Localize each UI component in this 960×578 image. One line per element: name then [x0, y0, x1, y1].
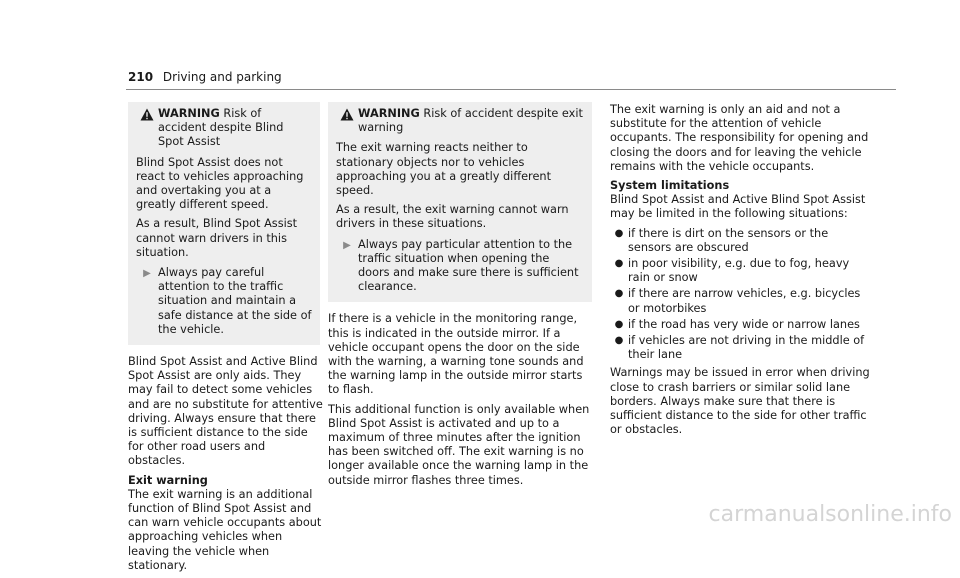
page-number: 210: [128, 70, 154, 84]
warning-title: [136, 107, 312, 150]
watermark: carmanualsonline.info: [708, 502, 952, 527]
body-paragraph: Blind Spot Assist and Active Blind Spot Assist may be limited in the following situations:: [610, 193, 866, 221]
warning-paragraph: As a result, the exit warning cannot warn drivers in these situations.: [336, 203, 569, 231]
body-paragraph: This additional function is only available when Blind Spot Assist is activated and up to a maximum of three minutes after the ignition has been switched off. The exit warning is no longer available once the warning lamp in the outside mirror flashes three times.: [328, 402, 590, 487]
page-header: [128, 70, 282, 84]
warning-heading: Risk of accident despite Blind Spot Assist: [158, 107, 284, 149]
bullet-icon: ●: [614, 335, 624, 347]
body-paragraph: Blind Spot Assist and Active Blind Spot Assist are only aids. They may fail to detect some vehicles and are no substitute for attentive driving. Always ensure that there is sufficient distance to the side for other road users and obstacles.: [128, 355, 323, 468]
column-1: [128, 102, 324, 578]
list-item: ● if the road has very wide or narrow lanes: [610, 318, 872, 332]
warning-box-exit-warning: [328, 102, 592, 302]
warning-paragraph: The exit warning reacts neither to stationary objects nor to vehicles approaching you at a greatly different speed.: [336, 141, 551, 198]
warning-heading: Risk of accident despite exit warning: [358, 107, 583, 135]
list-item: ● in poor visibility, e.g. due to fog, heavy rain or snow: [610, 257, 872, 285]
instruction: [336, 238, 584, 295]
bullet-icon: ●: [614, 318, 624, 330]
bullet-icon: ●: [614, 288, 624, 300]
body-paragraph: The exit warning is an additional function of Blind Spot Assist and can warn vehicle occupants about approaching vehicles when leaving the vehicle when stationary.: [128, 487, 322, 572]
list-item: ● if there are narrow vehicles, e.g. bicycles or motorbikes: [610, 287, 872, 315]
warning-title: [336, 107, 584, 135]
section-title: Driving and parking: [162, 70, 282, 84]
warning-triangle-icon: [136, 107, 158, 121]
bullet-icon: ●: [614, 258, 624, 270]
column-2: [328, 102, 592, 493]
warning-label: WARNING: [358, 107, 420, 120]
limitations-list: [610, 227, 872, 363]
warning-paragraph: As a result, Blind Spot Assist cannot warn drivers in this situation.: [136, 217, 298, 259]
instruction-arrow-icon: ▶: [143, 268, 151, 280]
warning-label: WARNING: [158, 107, 220, 120]
list-item: ● if vehicles are not driving in the middle of their lane: [610, 334, 872, 362]
warning-box-blind-spot: [128, 102, 320, 345]
body-paragraph: If there is a vehicle in the monitoring range, this is indicated in the outside mirror. If a vehicle occupant opens the door on the side with the warning, a warning tone sounds and the warning lamp in the outside mirror starts to flash.: [328, 312, 584, 397]
list-item: ● if there is dirt on the sensors or the sensors are obscured: [610, 227, 872, 255]
bullet-icon: ●: [614, 227, 624, 239]
column-3: [610, 103, 872, 442]
header-divider: [126, 89, 896, 90]
instruction-text: Always pay particular attention to the traffic situation when opening the doors and make sure there is sufficient clearance.: [358, 237, 579, 294]
warning-triangle-icon: [336, 107, 358, 121]
instruction-arrow-icon: ▶: [343, 239, 351, 251]
warning-paragraph: Blind Spot Assist does not react to vehicles approaching and overtaking you at a greatly different speed.: [136, 155, 304, 212]
section-heading-exit-warning: Exit warning: [128, 473, 208, 487]
instruction: [136, 266, 312, 337]
section-heading-system-limitations: System limitations: [610, 179, 730, 193]
body-paragraph: Warnings may be issued in error when driving close to crash barriers or similar solid lane borders. Always make sure that there is sufficient distance to the side for other traffic or obstacles.: [610, 366, 870, 437]
body-paragraph: The exit warning is only an aid and not a substitute for the attention of vehicle occupants. The responsibility for opening and closing the doors and for leaving the vehicle remains with the vehicle occupants.: [610, 103, 869, 173]
instruction-text: Always pay careful attention to the traffic situation and maintain a safe distance at the side of the vehicle.: [158, 266, 312, 336]
